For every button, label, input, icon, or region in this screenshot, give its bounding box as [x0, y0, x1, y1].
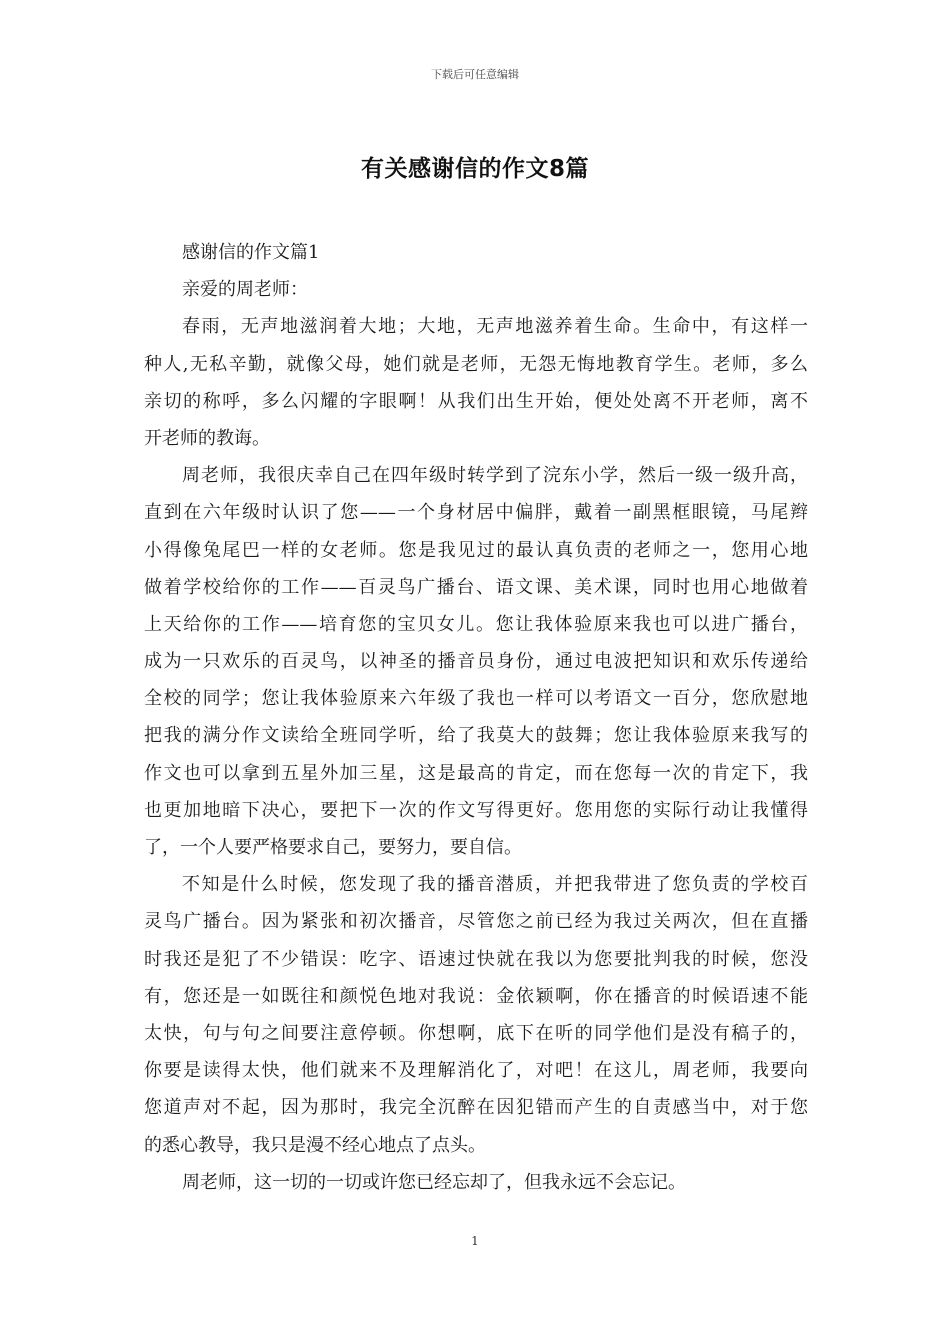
text-line: 作文也可以拿到五星外加三星，这是最高的肯定，而在您每一次的肯定下，我 — [144, 762, 808, 784]
text-line: 把我的满分作文读给全班同学听，给了我莫大的鼓舞；您让我体验原来我写的 — [144, 725, 808, 747]
text-line: 成为一只欢乐的百灵鸟，以神圣的播音员身份，通过电波把知识和欢乐传递给 — [144, 651, 808, 673]
text-line: 不知是什么时候，您发现了我的播音潜质，并把我带进了您负责的学校百 — [182, 874, 808, 896]
text-line: 周老师，这一切的一切或许您已经忘却了，但我永远不会忘记。 — [182, 1171, 686, 1193]
text-line: 春雨，无声地滋润着大地；大地，无声地滋养着生命。生命中，有这样一 — [182, 316, 808, 338]
text-line: 灵鸟广播台。因为紧张和初次播音，尽管您之前已经为我过关两次，但在直播 — [144, 911, 808, 933]
text-line: 您道声对不起，因为那时，我完全沉醉在因犯错而产生的自责感当中，对于您 — [144, 1097, 808, 1119]
document-title: 有关感谢信的作文8篇 — [360, 156, 589, 182]
text-line: 直到在六年级时认识了您——一个身材居中偏胖，戴着一副黑框眼镜，马尾辫 — [144, 502, 808, 524]
text-line: 种人,无私辛勤，就像父母，她们就是老师，无怨无悔地教育学生。老师，多么 — [144, 353, 808, 375]
text-line: 小得像兔尾巴一样的女老师。您是我见过的最认真负责的老师之一，您用心地 — [144, 539, 808, 561]
text-line: 感谢信的作文篇1 — [182, 242, 320, 263]
text-line: 亲爱的周老师： — [182, 279, 308, 301]
text-line: 开老师的教诲。 — [144, 427, 270, 449]
text-line: 你要是读得太快，他们就来不及理解消化了，对吧！在这儿，周老师，我要向 — [144, 1060, 808, 1082]
page-number: 1 — [471, 1234, 479, 1248]
text-line: 周老师，我很庆幸自己在四年级时转学到了浣东小学，然后一级一级升高， — [182, 465, 808, 487]
text-line: 的悉心教导，我只是漫不经心地点了点头。 — [144, 1134, 486, 1156]
text-line: 有，您还是一如既往和颜悦色地对我说：金依颖啊，你在播音的时候语速不能 — [144, 985, 808, 1007]
text-line: 太快，句与句之间要注意停顿。你想啊，底下在听的同学他们是没有稿子的， — [144, 1022, 808, 1044]
text-line: 了，一个人要严格要求自己，要努力，要自信。 — [144, 837, 522, 858]
body-text — [144, 234, 808, 1201]
text-line: 全校的同学；您让我体验原来六年级了我也一样可以考语文一百分，您欣慰地 — [144, 688, 808, 710]
text-line: 也更加地暗下决心，要把下一次的作文写得更好。您用您的实际行动让我懂得 — [144, 799, 808, 821]
header-note: 下载后可任意编辑 — [431, 68, 519, 81]
text-line: 做着学校给你的工作——百灵鸟广播台、语文课、美术课，同时也用心地做着 — [144, 576, 808, 598]
text-line: 上天给你的工作——培育您的宝贝女儿。您让我体验原来我也可以进广播台， — [144, 613, 808, 635]
text-line: 亲切的称呼，多么闪耀的字眼啊！从我们出生开始，便处处离不开老师，离不 — [144, 390, 808, 412]
text-line: 时我还是犯了不少错误：吃字、语速过快就在我以为您要批判我的时候，您没 — [144, 948, 808, 970]
